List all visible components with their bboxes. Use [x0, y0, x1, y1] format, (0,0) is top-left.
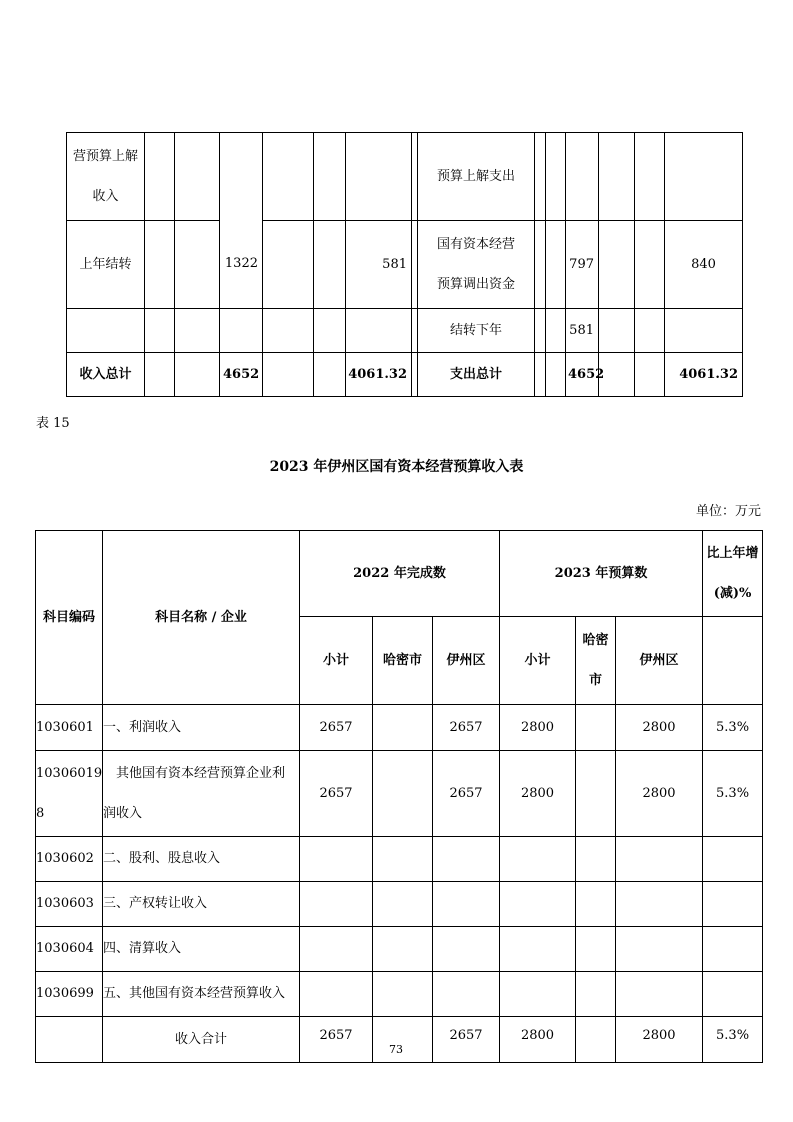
- expense-total-label: 支出总计: [418, 353, 535, 397]
- income-total-label: 收入总计: [67, 353, 145, 397]
- total-row: 收入合计 2657 2657 2800 2800 5.3%: [36, 1017, 763, 1063]
- table-row: 1030603 三、产权转让收入: [36, 882, 763, 927]
- table-number: 表 15: [36, 416, 70, 431]
- header-change: 比上年增 (减)%: [703, 531, 763, 617]
- page-title: 2023 年伊州区国有资本经营预算收入表: [269, 459, 524, 475]
- header-subtotal: 小计: [300, 617, 373, 705]
- income-label: [67, 309, 145, 353]
- expense-label: 结转下年: [418, 309, 535, 353]
- unit-label: 单位：万元: [695, 504, 761, 519]
- header-row: [36, 531, 763, 617]
- expense-label: 国有资本经营 预算调出资金: [418, 221, 535, 309]
- header-subtotal: 小计: [500, 617, 576, 705]
- table-row: 1030699 五、其他国有资本经营预算收入: [36, 972, 763, 1017]
- header-2023: 2023 年预算数: [500, 531, 703, 617]
- table-row: 1030602 二、股利、股息收入: [36, 837, 763, 882]
- expense-label: 预算上解支出: [418, 133, 535, 221]
- table-row: 结转下年 581: [67, 309, 743, 353]
- header-hami: 哈密市: [373, 617, 433, 705]
- table-row: [67, 133, 743, 221]
- header-yizhou: 伊州区: [616, 617, 703, 705]
- table-row: 上年结转 1322 581 国有资本经营 预算调出资金 797 840: [67, 221, 743, 309]
- table-row: 收入总计 4652 4061.32 支出总计 4652 4061.32: [67, 353, 743, 397]
- income-table: [35, 530, 763, 1063]
- table-row: 1030601 一、利润收入 2657 2657 2800 2800 5.3%: [36, 705, 763, 751]
- header-yizhou: 伊州区: [433, 617, 500, 705]
- top-table: [66, 132, 743, 397]
- table-row: 1030604 四、清算收入: [36, 927, 763, 972]
- income-label: 上年结转: [67, 221, 145, 309]
- page-number: 73: [389, 1043, 403, 1056]
- table-row: 10306019 8 其他国有资本经营预算企业利 润收入 2657 2657 2800 2800 5.3%: [36, 751, 763, 837]
- header-hami: 哈密 市: [576, 617, 616, 705]
- income-label: 营预算上解 收入: [67, 133, 145, 221]
- header-code: 科目编码: [36, 531, 103, 705]
- header-2022: 2022 年完成数: [300, 531, 500, 617]
- header-name: 科目名称 / 企业: [103, 531, 300, 705]
